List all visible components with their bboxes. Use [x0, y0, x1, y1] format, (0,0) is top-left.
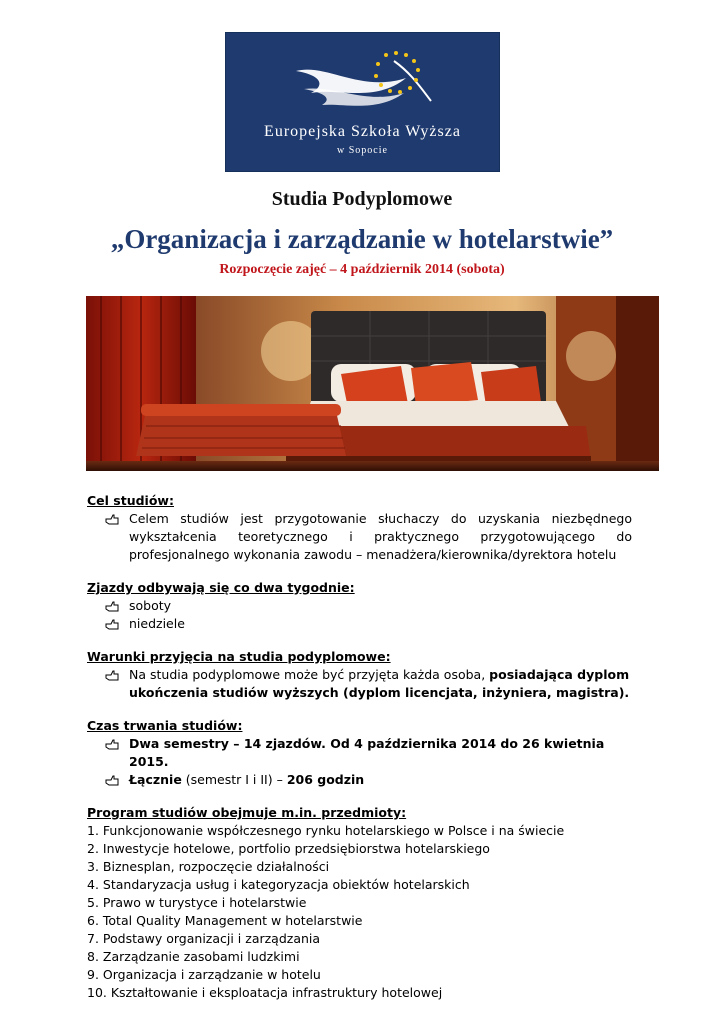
section-czas — [87, 717, 632, 789]
list-item — [87, 666, 632, 702]
cel-heading: Cel studiów: — [87, 493, 174, 508]
pointing-hand-icon — [105, 513, 119, 526]
pointing-hand-icon — [105, 669, 119, 682]
pointing-hand-icon — [105, 600, 119, 613]
section-cel — [87, 492, 632, 564]
pointing-hand-icon — [105, 774, 119, 787]
warunki-text-bold: posiadająca dyplom ukończenia studiów wyższych (dyplom licencjata, inżyniera, magistra). — [129, 667, 630, 700]
warunki-heading: Warunki przyjęcia na studia podyplomowe: — [87, 649, 391, 664]
czas-item-semestry: Dwa semestry – 14 zjazdów. Od 4 października 2014 do 26 kwietnia 2015. — [129, 736, 605, 769]
warunki-text: Na studia podyplomowe może być przyjęta każda osoba, — [129, 667, 490, 682]
czas-heading: Czas trwania studiów: — [87, 718, 243, 733]
list-item — [87, 597, 632, 615]
list-item — [87, 735, 632, 771]
logo-school-name: Europejska Szkoła Wyższa — [264, 123, 461, 140]
pointing-hand-icon — [105, 618, 119, 631]
subtitle: Studia Podyplomowe — [271, 188, 453, 210]
cel-text: Celem studiów jest przygotowanie słuchaczy do uzyskania niezbędnego wykształcenia teoretycznego i praktycznego przygotowującego do profesjonalnego wykonania zawodu – menadżera/kierownika/dyrektora hotelu — [129, 511, 632, 562]
zjazdy-heading: Zjazdy odbywają się co dwa tygodnie: — [87, 580, 355, 595]
program-item: 10. Kształtowanie i eksploatacja infrastruktury hotelowej — [87, 985, 443, 1000]
list-item — [87, 510, 632, 564]
section-zjazdy — [87, 579, 632, 633]
pointing-hand-icon — [105, 738, 119, 751]
program-item: 1. Funkcjonowanie współczesnego rynku hotelarskiego w Polsce i na świecie — [87, 823, 565, 838]
program-item: 2. Inwestycje hotelowe, portfolio przedsiębiorstwa hotelarskiego — [87, 841, 490, 856]
school-logo — [225, 32, 500, 172]
program-item: 6. Total Quality Management w hotelarstwie — [87, 913, 363, 928]
section-warunki — [87, 648, 632, 702]
list-item — [87, 771, 632, 789]
czas-item-semestr: (semestr I i II) – — [181, 772, 287, 787]
czas-item-lacznie: Łącznie — [129, 772, 182, 787]
list-item — [87, 615, 632, 633]
program-item: 8. Zarządzanie zasobami ludzkimi — [87, 949, 300, 964]
program-item: 9. Organizacja i zarządzanie w hotelu — [87, 967, 321, 982]
page-title: „Organizacja i zarządzanie w hotelarstwie” — [110, 224, 614, 254]
zjazdy-item-soboty: soboty — [129, 598, 172, 613]
program-item: 5. Prawo w turystyce i hotelarstwie — [87, 895, 307, 910]
logo-city: w Sopocie — [337, 145, 388, 156]
program-heading: Program studiów obejmuje m.in. przedmioty: — [87, 805, 407, 820]
program-item: 4. Standaryzacja usług i kategoryzacja obiektów hotelarskich — [87, 877, 470, 892]
program-item: 7. Podstawy organizacji i zarządzania — [87, 931, 321, 946]
hotel-bedroom-photo — [86, 296, 659, 471]
document-body — [87, 492, 632, 1017]
czas-item-godzin: 206 godzin — [286, 772, 365, 787]
program-list — [87, 822, 632, 1002]
section-program — [87, 804, 632, 1002]
zjazdy-item-niedziele: niedziele — [129, 616, 185, 631]
start-date: Rozpoczęcie zajęć – 4 październik 2014 (sobota) — [219, 262, 505, 277]
program-item: 3. Biznesplan, rozpoczęcie działalności — [87, 859, 330, 874]
